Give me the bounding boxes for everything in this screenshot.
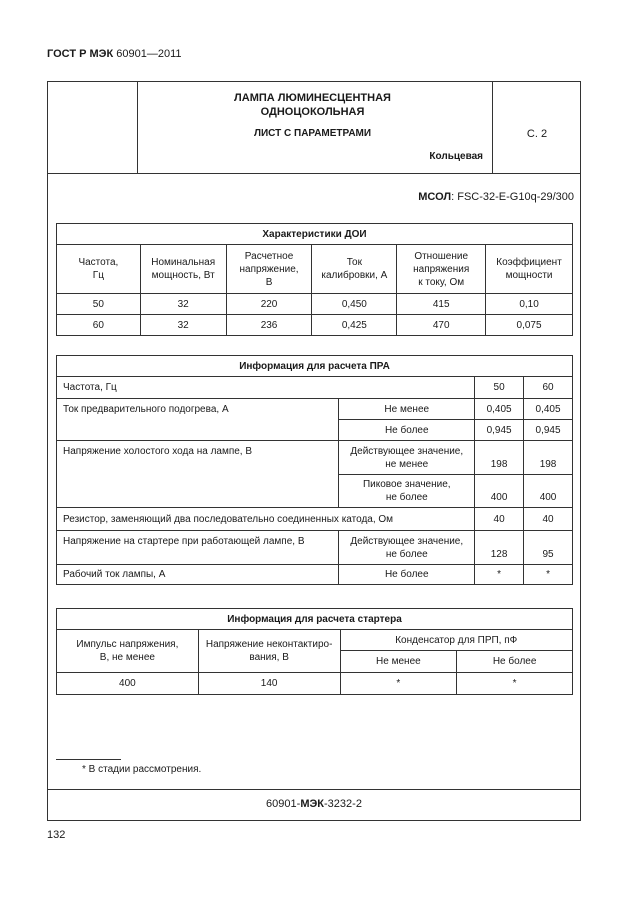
table-cell: * (457, 673, 573, 695)
table-caption: Информация для расчета стартера (57, 609, 573, 630)
condition-cell: Не более (339, 565, 475, 585)
table-cell: 400 (57, 673, 199, 695)
column-header: Коэффициент мощности (486, 245, 573, 294)
bottom-divider (47, 789, 581, 790)
footnote-separator (56, 759, 121, 760)
table-cell: * (475, 565, 524, 585)
condition-cell: Не более (339, 420, 475, 441)
table-cell: 415 (397, 294, 486, 315)
column-header: Номинальная мощность, Вт (140, 245, 226, 294)
table-row (57, 441, 573, 475)
column-header: Частота, Гц (57, 245, 141, 294)
sheet-page: С. 2 (526, 128, 548, 140)
lamp-type-title: ЛАМПА ЛЮМИНЕСЦЕНТНАЯ ОДНОЦОКОЛЬНАЯ (234, 92, 391, 118)
sheet-title: ЛИСТ С ПАРАМЕТРАМИ (253, 128, 372, 139)
table-cell: 400 (475, 475, 524, 508)
table-cell: 128 (475, 531, 524, 565)
table-cell: 0,405 (524, 399, 573, 420)
table-caption: Характеристики ДОИ (57, 224, 573, 245)
column-header: Расчетное напряжение, В (226, 245, 312, 294)
standard-header: ГОСТ Р МЭК 60901—2011 (47, 48, 182, 60)
table-cell: 220 (226, 294, 312, 315)
table-cell: 32 (140, 315, 226, 336)
table-cell: 40 (475, 508, 524, 531)
table-cell: 140 (198, 673, 340, 695)
lamp-shape: Кольцевая (429, 151, 483, 162)
table-row (57, 294, 573, 315)
table-cell: 60 (524, 377, 573, 399)
table-row (57, 508, 573, 531)
table-cell: 50 (57, 294, 141, 315)
page-number: 132 (47, 829, 66, 841)
column-header: Конденсатор для ПРП, пФ (340, 630, 572, 651)
table-cell: * (340, 673, 457, 695)
row-label: Рабочий ток лампы, А (57, 565, 339, 585)
column-header: Импульс напряжения, В, не менее (57, 630, 199, 673)
condition-cell: Не менее (339, 399, 475, 420)
table-cell: 0,945 (475, 420, 524, 441)
ballast-info-table (56, 355, 573, 585)
table-row (57, 565, 573, 585)
table-row (57, 673, 573, 695)
column-header: Отношение напряжения к току, Ом (397, 245, 486, 294)
table-cell: 50 (475, 377, 524, 399)
sheet-code: 60901-МЭК-3232-2 (266, 798, 362, 810)
table-row (57, 377, 573, 399)
row-label: Частота, Гц (57, 377, 475, 399)
table-cell: 470 (397, 315, 486, 336)
condition-cell: Пиковое значение, не более (339, 475, 475, 508)
table-cell: 0,945 (524, 420, 573, 441)
starter-info-table (56, 608, 573, 695)
table-cell: 0,450 (312, 294, 397, 315)
table-cell: 236 (226, 315, 312, 336)
table-cell: * (524, 565, 573, 585)
footnote: * В стадии рассмотрения. (82, 764, 202, 775)
row-label: Резистор, заменяющий два последовательно соединенных катода, Ом (57, 508, 475, 531)
table-cell: 60 (57, 315, 141, 336)
row-label: Ток предварительного подогрева, А (57, 399, 339, 441)
table-cell: 0,10 (486, 294, 573, 315)
table-cell: 95 (524, 531, 573, 565)
table-row (57, 399, 573, 420)
table-row (57, 531, 573, 565)
row-label: Напряжение на стартере при работающей лампе, В (57, 531, 339, 565)
reference-lamp-table (56, 223, 573, 336)
table-cell: 198 (475, 441, 524, 475)
column-subheader: Не менее (340, 651, 457, 673)
table-row (57, 315, 573, 336)
row-label: Напряжение холостого хода на лампе, В (57, 441, 339, 508)
table-cell: 400 (524, 475, 573, 508)
column-header: Ток калибровки, А (312, 245, 397, 294)
column-header: Напряжение неконтактиро- вания, В (198, 630, 340, 673)
table-cell: 0,075 (486, 315, 573, 336)
column-subheader: Не более (457, 651, 573, 673)
msol-designation: МСОЛ: FSC-32-E-G10q-29/300 (418, 191, 574, 203)
table-cell: 32 (140, 294, 226, 315)
condition-cell: Действующее значение, не более (339, 531, 475, 565)
table-cell: 40 (524, 508, 573, 531)
table-cell: 198 (524, 441, 573, 475)
table-caption: Информация для расчета ПРА (57, 356, 573, 377)
table-cell: 0,425 (312, 315, 397, 336)
condition-cell: Действующее значение, не менее (339, 441, 475, 475)
table-cell: 0,405 (475, 399, 524, 420)
